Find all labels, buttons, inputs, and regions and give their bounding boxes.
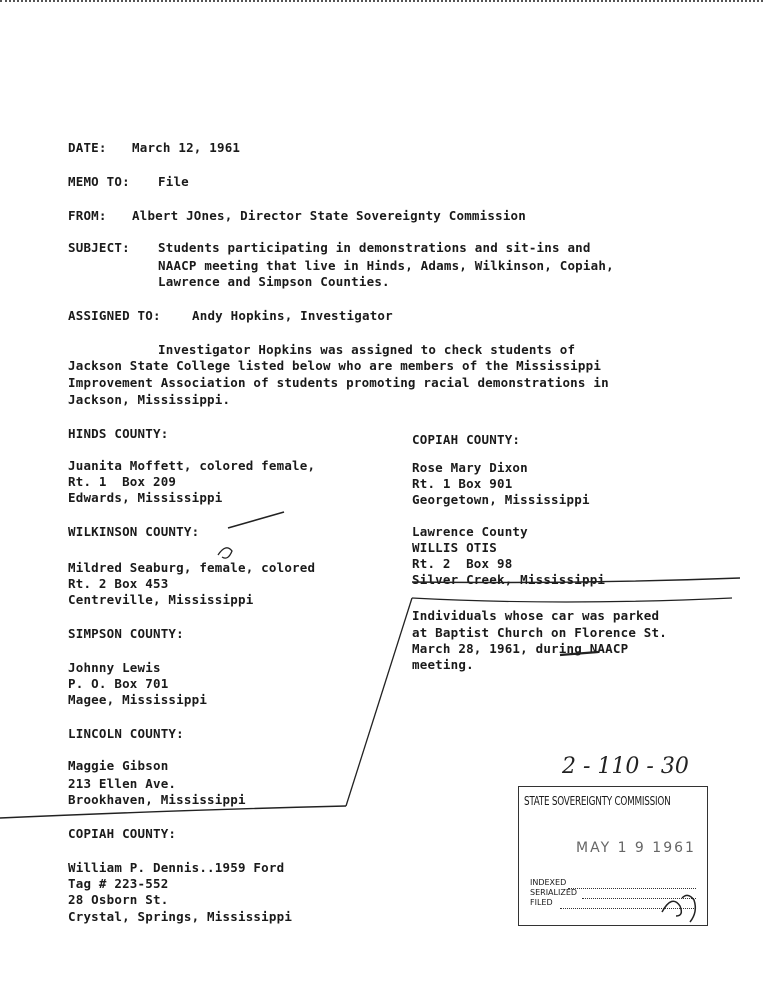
body-line: Improvement Association of students promoting racial demonstrations in [68, 375, 609, 390]
entry-line: P. O. Box 701 [68, 676, 169, 691]
from-label: FROM: [68, 208, 107, 223]
pen-stroke [560, 652, 598, 655]
entry-line: Edwards, Mississippi [68, 490, 223, 505]
assigned-value: Andy Hopkins, Investigator [192, 308, 393, 323]
entry-line: Brookhaven, Mississippi [68, 792, 246, 807]
pen-stroke [412, 598, 732, 602]
stamp-row-serialized: SERIALIZED [530, 888, 578, 897]
body-line: Jackson State College listed below who are members of the Mississippi [68, 358, 602, 373]
entry-line: 213 Ellen Ave. [68, 776, 177, 791]
entry-line: Rt. 2 Box 453 [68, 576, 169, 591]
entry-line: Juanita Moffett, colored female, [68, 458, 316, 473]
note-line: meeting. [412, 657, 474, 672]
county-heading: SIMPSON COUNTY: [68, 626, 184, 641]
assigned-label: ASSIGNED TO: [68, 308, 161, 323]
stamp-row-indexed: INDEXED [530, 878, 567, 887]
subject-label: SUBJECT: [68, 240, 130, 255]
pen-stroke [0, 806, 346, 818]
subject-line: Students participating in demonstrations and sit-ins and [158, 240, 591, 255]
stamp-title: STATE SOVEREIGNTY COMMISSION [524, 794, 671, 808]
subject-line: NAACP meeting that live in Hinds, Adams, Wilkinson, Copiah, [158, 258, 614, 273]
entry-line: William P. Dennis..1959 Ford [68, 860, 285, 875]
county-heading: HINDS COUNTY: [68, 426, 169, 441]
date-value: March 12, 1961 [132, 140, 241, 155]
county-heading: WILKINSON COUNTY: [68, 524, 200, 539]
entry-line: Magee, Mississippi [68, 692, 208, 707]
stamp-date: MAY 1 9 1961 [576, 840, 696, 856]
entry-line: Rt. 2 Box 98 [412, 556, 513, 571]
pen-stroke [412, 578, 740, 583]
entry-line: Johnny Lewis [68, 660, 161, 675]
county-heading: COPIAH COUNTY: [412, 432, 521, 447]
county-heading: COPIAH COUNTY: [68, 826, 177, 841]
memo-to-value: File [158, 174, 189, 189]
entry-line: Georgetown, Mississippi [412, 492, 590, 507]
from-value: Albert JOnes, Director State Sovereignty Commission [132, 208, 527, 223]
body-line: Investigator Hopkins was assigned to check students of [158, 342, 576, 357]
memo-to-label: MEMO TO: [68, 174, 130, 189]
pen-stroke [228, 512, 284, 528]
note-line: Individuals whose car was parked [412, 608, 660, 623]
entry-line: Tag # 223-552 [68, 876, 169, 891]
entry-line: Centreville, Mississippi [68, 592, 254, 607]
body-line: Jackson, Mississippi. [68, 392, 231, 407]
county-heading: Lawrence County [412, 524, 528, 539]
entry-line: Crystal, Springs, Mississippi [68, 909, 293, 924]
entry-line: WILLIS OTIS [412, 540, 497, 555]
county-heading: LINCOLN COUNTY: [68, 726, 184, 741]
initials-mark [658, 886, 708, 926]
entry-line: Mildred Seaburg, female, colored [68, 560, 316, 575]
pen-stroke [346, 598, 412, 806]
note-line: March 28, 1961, during NAACP [412, 641, 629, 656]
sovereignty-commission-stamp [518, 786, 708, 926]
handwritten-file-number: 2 - 110 - 30 [562, 754, 689, 779]
entry-line: 28 Osborn St. [68, 892, 169, 907]
pen-stroke [218, 548, 232, 558]
note-line: at Baptist Church on Florence St. [412, 625, 667, 640]
subject-line: Lawrence and Simpson Counties. [158, 274, 390, 289]
entry-line: Maggie Gibson [68, 758, 169, 773]
entry-line: Rt. 1 Box 901 [412, 476, 513, 491]
stamp-row-filed: FILED [530, 898, 553, 907]
entry-line: Silver Creek, Mississippi [412, 572, 606, 587]
date-label: DATE: [68, 140, 107, 155]
entry-line: Rose Mary Dixon [412, 460, 528, 475]
entry-line: Rt. 1 Box 209 [68, 474, 177, 489]
